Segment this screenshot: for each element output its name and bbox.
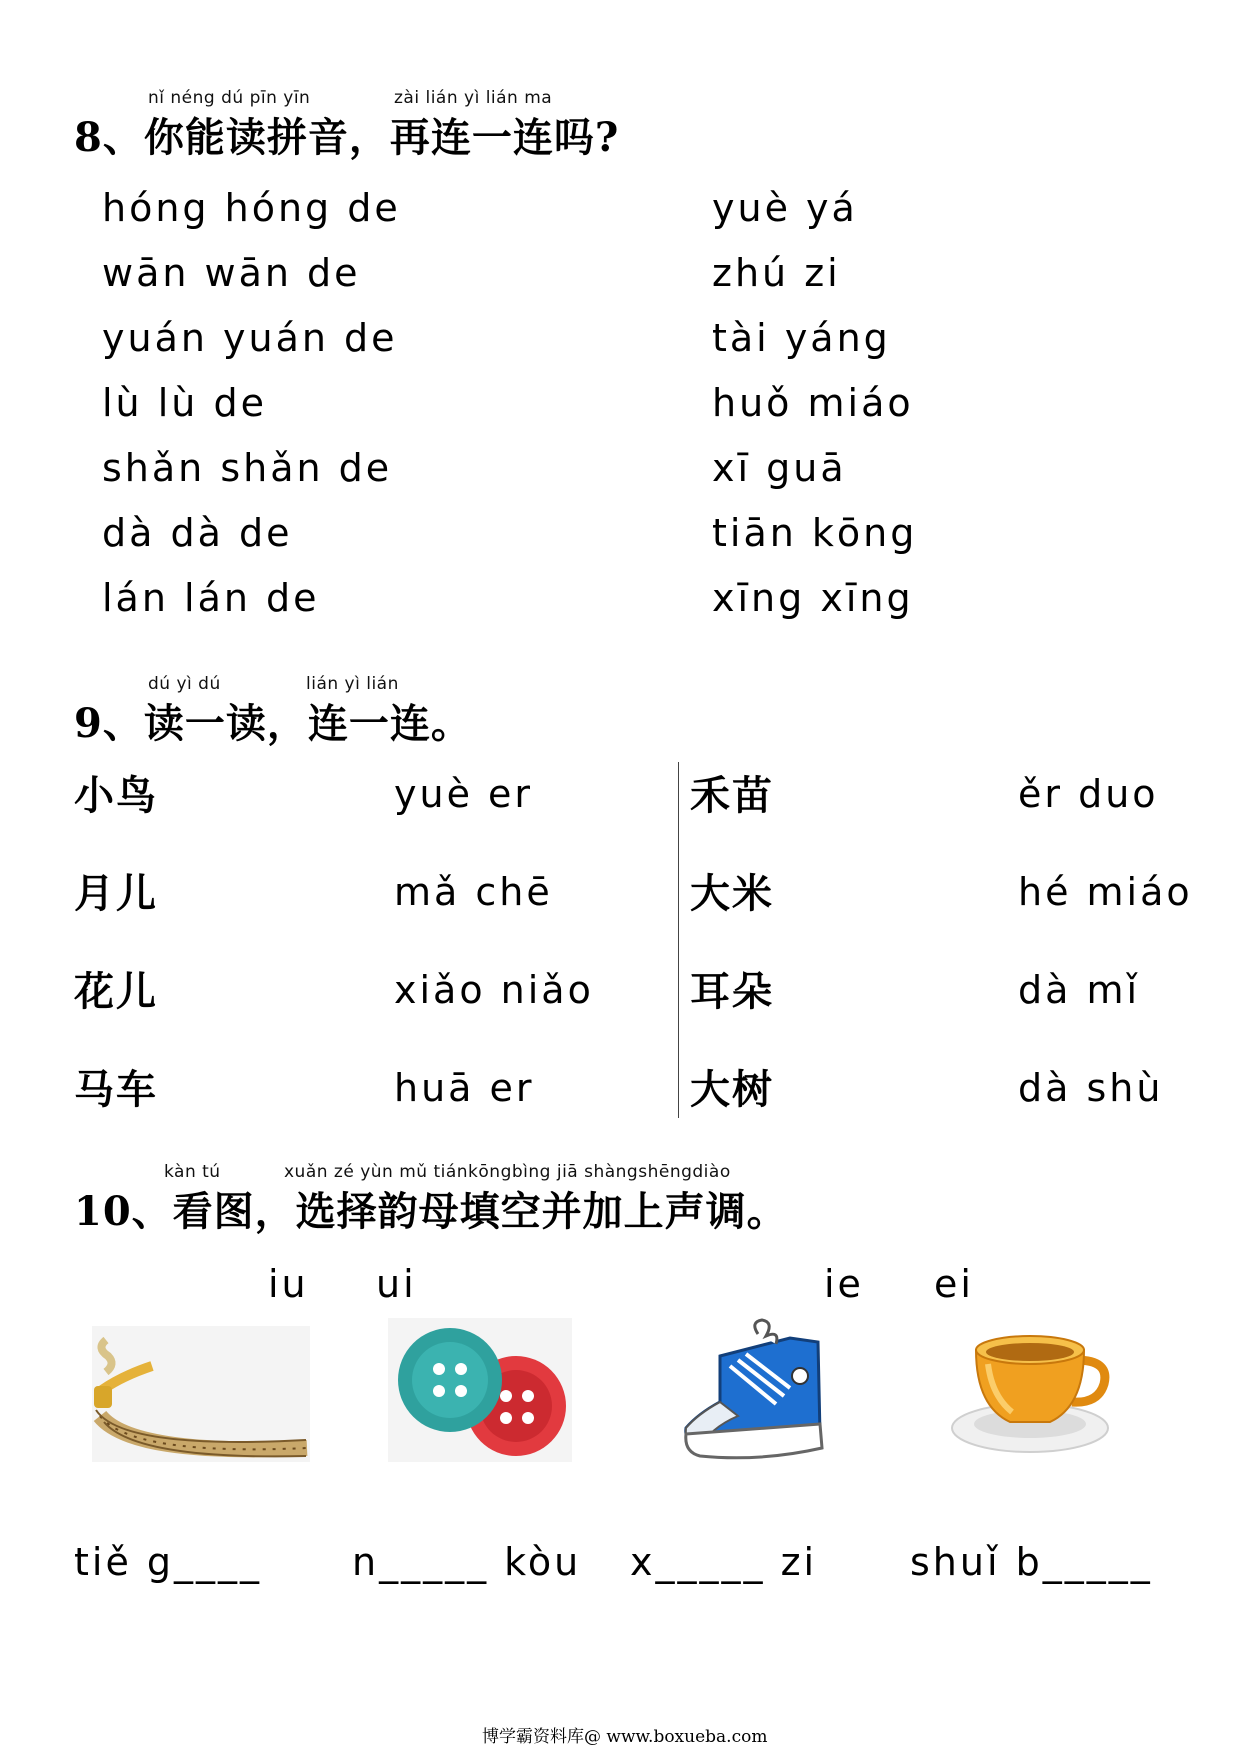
q10-blank[interactable]: tiě g____ — [74, 1540, 263, 1584]
footer-watermark: 博学霸资料库@ www.boxueba.com — [482, 1727, 768, 1747]
q8-title-pinyin-2: zài lián yì lián ma — [394, 88, 553, 108]
q10-blank[interactable]: n_____ kòu — [352, 1540, 582, 1584]
q10-title-pinyin-1: kàn tú — [164, 1162, 221, 1182]
q8-left-item: shǎn shǎn de — [102, 446, 393, 490]
q10-title-pinyin-2: xuǎn zé yùn mǔ tiánkōngbìng jiā shàngshēngdiào — [284, 1162, 731, 1182]
q9-left-word: 小鸟 — [74, 772, 158, 819]
q10-title: 10、看图，选择韵母填空并加上声调。 — [74, 1188, 788, 1235]
q8-left-item: wān wān de — [102, 251, 361, 295]
q8-right-item: xīng xīng — [712, 576, 914, 620]
q8-right-item: huǒ miáo — [712, 381, 914, 425]
q8-right-item: tài yáng — [712, 316, 891, 360]
q9-left-word: 马车 — [74, 1066, 158, 1113]
buttons-image — [388, 1318, 572, 1462]
q9-right-word: 大树 — [690, 1066, 774, 1113]
q8-left-item: hóng hóng de — [102, 186, 401, 230]
teacup-image — [948, 1320, 1116, 1460]
q9-title-pinyin-1: dú yì dú — [148, 674, 221, 694]
q9-left-pinyin: yuè er — [394, 772, 534, 816]
train-track-image — [92, 1326, 310, 1462]
q10-blank[interactable]: x_____ zi — [630, 1540, 818, 1584]
q8-left-item: lù lù de — [102, 381, 267, 425]
q8-right-item: yuè yá — [712, 186, 858, 230]
q9-right-pinyin: dà shù — [1018, 1066, 1164, 1110]
q8-title: 8、你能读拼音，再连一连吗? — [74, 114, 620, 161]
q9-right-word: 大米 — [690, 870, 774, 917]
sneaker-image — [680, 1316, 836, 1466]
q8-right-item: tiān kōng — [712, 511, 918, 555]
q10-option: iu — [268, 1262, 309, 1306]
q9-title-pinyin-2: lián yì lián — [306, 674, 399, 694]
q9-left-pinyin: huā er — [394, 1066, 535, 1110]
q9-left-pinyin: mǎ chē — [394, 870, 553, 914]
q8-right-item: zhú zi — [712, 251, 841, 295]
q9-title: 9、读一读，连一连。 — [74, 700, 472, 747]
q8-left-item: lán lán de — [102, 576, 320, 620]
q8-left-item: yuán yuán de — [102, 316, 398, 360]
q10-option: ei — [934, 1262, 974, 1306]
q9-left-word: 月儿 — [74, 870, 158, 917]
q9-right-word: 禾苗 — [690, 772, 774, 819]
q8-right-item: xī guā — [712, 446, 847, 490]
q9-left-pinyin: xiǎo niǎo — [394, 968, 594, 1012]
q9-right-pinyin: hé miáo — [1018, 870, 1193, 914]
q10-blank[interactable]: shuǐ b_____ — [910, 1540, 1153, 1584]
column-divider — [678, 762, 679, 1118]
q9-right-pinyin: dà mǐ — [1018, 968, 1141, 1012]
q10-option: ui — [376, 1262, 417, 1306]
q10-option: ie — [824, 1262, 864, 1306]
q9-right-pinyin: ěr duo — [1018, 772, 1159, 816]
q9-left-word: 花儿 — [74, 968, 158, 1015]
q9-right-word: 耳朵 — [690, 968, 774, 1015]
q8-left-item: dà dà de — [102, 511, 293, 555]
q8-title-pinyin-1: nǐ néng dú pīn yīn — [148, 88, 311, 108]
